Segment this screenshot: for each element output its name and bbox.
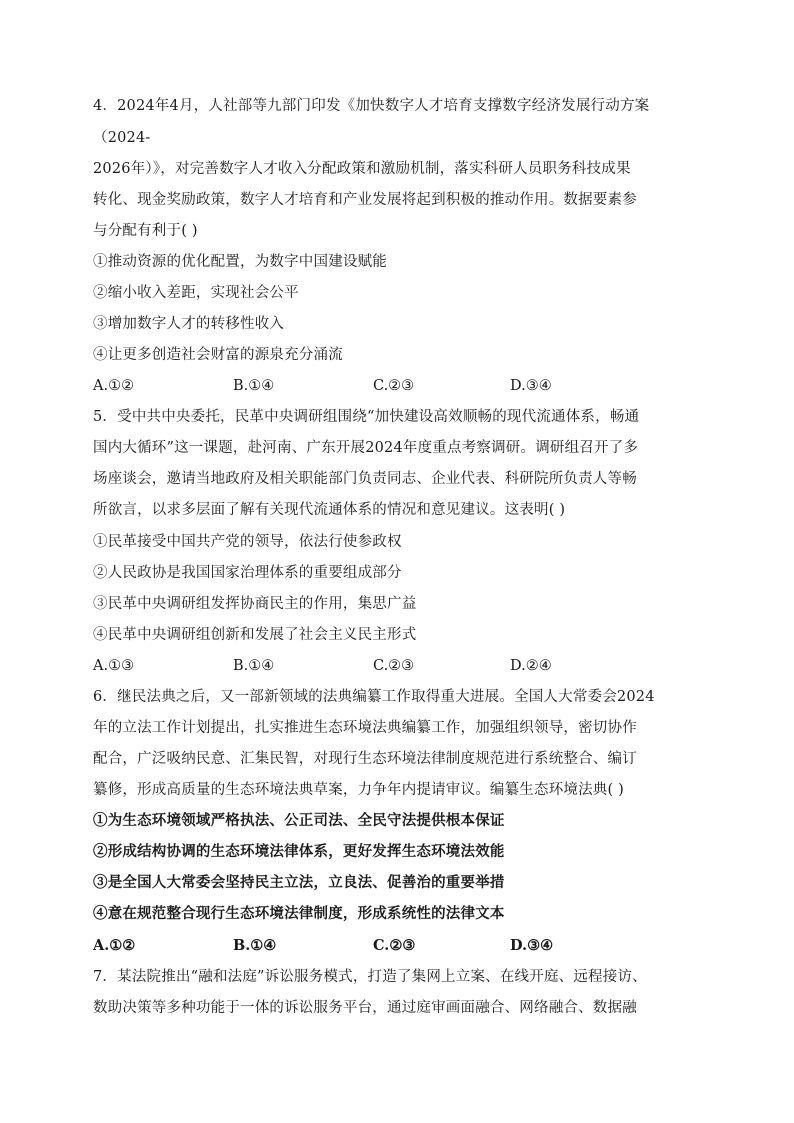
q4-item-3: ③增加数字人才的转移性收入 [93,316,285,332]
q6-option-b: B.①④ [233,937,277,954]
q5-item-3: ③民革中央调研组发挥协商民主的作用，集思广益 [93,596,417,612]
q4-option-d: D.③④ [510,378,552,394]
q6-item-4: ④意在规范整合现行生态环境法律制度，形成系统性的法律文本 [93,905,505,922]
q6-item-1: ①为生态环境领域严格执法、公正司法、全民守法提供根本保证 [93,812,505,829]
q6-item-3: ③是全国人大常委会坚持民主立法，立良法、促善治的重要举措 [93,874,505,891]
q4-option-a: A.①② [93,378,135,394]
q5-option-c: C.②③ [373,658,415,674]
q6-stem-line-1: 6．继民法典之后，又一部新领域的法典编纂工作取得重大进展。全国人大常委会2024 [93,689,655,705]
q5-option-b: B.①④ [233,658,275,674]
q4-stem-line-4: 转化、现金奖励政策，数字人才培育和产业发展将起到积极的推动作用。数据要素参 [93,192,637,208]
q5-stem-line-2: 国内大循环”这一课题，赴河南、广东开展2024年度重点考察调研。调研组召开了多 [93,440,639,456]
q6-stem-line-2: 年的立法工作计划提出，扎实推进生态环境法典编纂工作，加强组织领导，密切协作 [93,720,637,736]
q4-item-4: ④让更多创造社会财富的源泉充分涌流 [93,347,343,363]
q6-option-a: A.①② [93,937,136,954]
q6-stem-line-4: 纂修，形成高质量的生态环境法典草案，力争年内提请审议。编纂生态环境法典( ) [93,782,625,798]
q4-stem-line-1: 4．2024年4月，人社部等九部门印发《加快数字人才培育支撑数字经济发展行动方案 [93,98,650,114]
q6-option-d: D.③④ [510,937,554,954]
q4-stem-line-2: （2024- [93,130,151,146]
q5-stem-line-1: 5．受中共中央委托，民革中央调研组围绕“加快建设高效顺畅的现代流通体系，畅通 [93,409,640,425]
q4-stem-line-3: 2026年）》，对完善数字人才收入分配政策和激励机制，落实科研人员职务科技成果 [93,161,631,177]
q5-item-1: ①民革接受中国共产党的领导，依法行使参政权 [93,534,402,550]
q5-item-4: ④民革中央调研组创新和发展了社会主义民主形式 [93,627,417,643]
q4-item-2: ②缩小收入差距，实现社会公平 [93,285,299,301]
q5-option-d: D.②④ [510,658,552,674]
q4-item-1: ①推动资源的优化配置，为数字中国建设赋能 [93,254,387,270]
q4-stem-line-5: 与分配有利于( ) [93,223,198,239]
q6-option-c: C.②③ [373,937,416,954]
q6-item-2: ②形成结构协调的生态环境法律体系，更好发挥生态环境法效能 [93,843,505,860]
q6-stem-line-3: 配合，广泛吸纳民意、汇集民智，对现行生态环境法律制度规范进行系统整合、编订 [93,751,637,767]
q4-option-b: B.①④ [233,378,275,394]
q5-item-2: ②人民政协是我国国家治理体系的重要组成部分 [93,565,402,581]
q7-stem-line-2: 数助决策等多种功能于一体的诉讼服务平台，通过庭审画面融合、网络融合、数据融 [93,1000,637,1016]
q5-stem-line-4: 所欲言，以求多层面了解有关现代流通体系的情况和意见建议。这表明( ) [93,502,566,518]
q5-stem-line-3: 场座谈会，邀请当地政府及相关职能部门负责同志、企业代表、科研院所负责人等畅 [93,471,637,487]
q7-stem-line-1: 7．某法院推出“融和法庭”诉讼服务模式，打造了集网上立案、在线开庭、远程接访、 [93,969,647,985]
q4-option-c: C.②③ [373,378,415,394]
q5-option-a: A.①③ [93,658,135,674]
